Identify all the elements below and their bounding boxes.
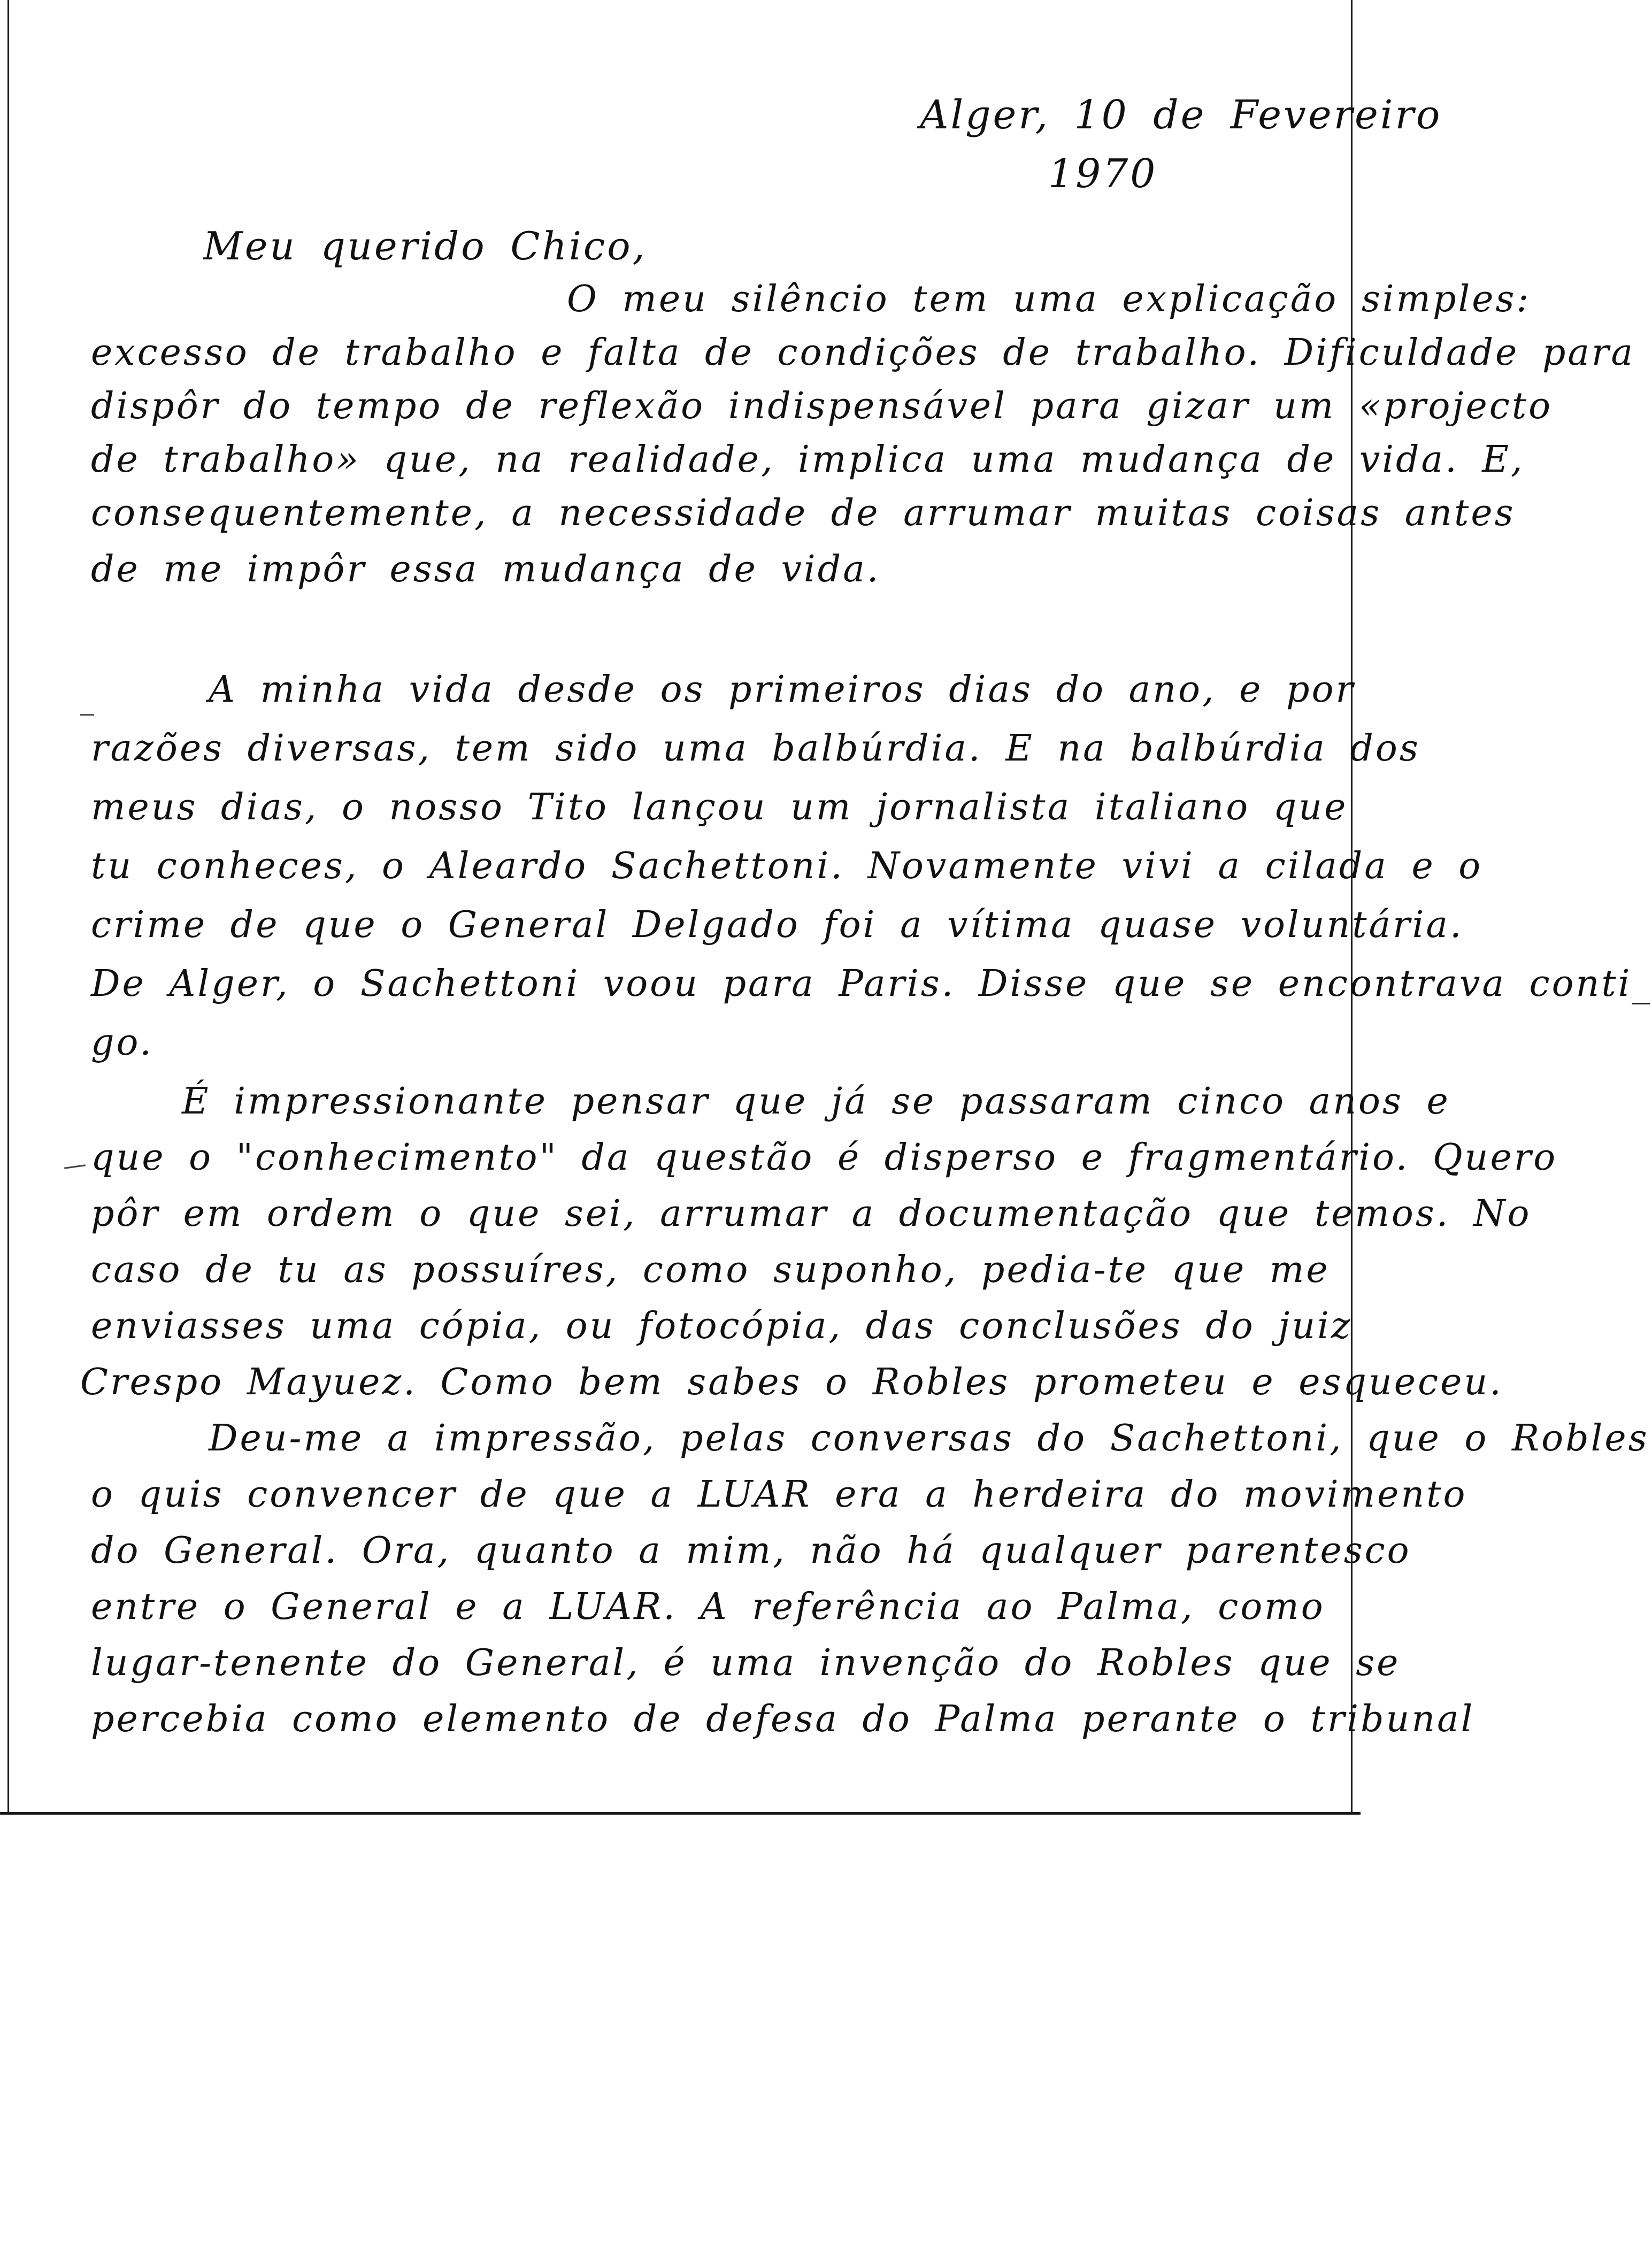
- letter-line: excesso de trabalho e falta de condições de trabalho. Dificuldade para: [91, 332, 1635, 374]
- letter-line: entre o General e a LUAR. A referência ao Palma, como: [91, 1586, 1325, 1628]
- letter-line: Deu-me a impressão, pelas conversas do Sachettoni, que o Robles: [209, 1417, 1649, 1460]
- page-bottom-edge: [0, 1812, 1361, 1815]
- letter-year: 1970: [1048, 151, 1158, 197]
- letter-line: lugar-tenente do General, é uma invenção do Robles que se: [91, 1642, 1401, 1684]
- letter-line: É impressionante pensar que já se passaram cinco anos e: [182, 1080, 1450, 1123]
- letter-line: tu conheces, o Aleardo Sachettoni. Novamente vivi a cilada e o: [91, 845, 1483, 887]
- letter-line: meus dias, o nosso Tito lançou um jornalista italiano que: [91, 786, 1348, 828]
- letter-line: consequentemente, a necessidade de arrumar muitas coisas antes: [91, 492, 1516, 534]
- letter-line: caso de tu as possuíres, como suponho, pedia-te que me: [91, 1249, 1330, 1291]
- letter-line: do General. Ora, quanto a mim, não há qualquer parentesco: [91, 1530, 1411, 1572]
- letter-line: razões diversas, tem sido uma balbúrdia. E na balbúrdia dos: [91, 727, 1420, 770]
- letter-line: de me impôr essa mudança de vida.: [91, 548, 881, 590]
- letter-line: percebia como elemento de defesa do Palma perante o tribunal: [91, 1698, 1475, 1740]
- letter-line: A minha vida desde os primeiros dias do ano, e por: [209, 669, 1356, 711]
- letter-line: crime de que o General Delgado foi a vítima quase voluntária.: [91, 904, 1464, 946]
- letter-line: pôr em ordem o que sei, arrumar a documentação que temos. No: [91, 1193, 1532, 1235]
- stray-pen-mark: [80, 714, 94, 716]
- margin-dash-mark: [64, 1164, 86, 1169]
- letter-line: enviasses uma cópia, ou fotocópia, das conclusões do juiz: [91, 1305, 1353, 1347]
- letter-line: O meu silêncio tem uma explicação simples:: [567, 278, 1531, 320]
- letter-line: o quis convencer de que a LUAR era a herdeira do movimento: [91, 1473, 1467, 1516]
- letter-line: Crespo Mayuez. Como bem sabes o Robles prometeu e esqueceu.: [80, 1361, 1503, 1403]
- letter-place-date: Alger, 10 de Fevereiro: [920, 92, 1442, 138]
- letter-line: de trabalho» que, na realidade, implica uma mudança de vida. E,: [91, 439, 1525, 481]
- letter-line: De Alger, o Sachettoni voou para Paris. Disse que se encontrava conti_: [91, 963, 1652, 1005]
- letter-line: go.: [91, 1022, 153, 1064]
- letter-salutation: Meu querido Chico,: [203, 224, 647, 268]
- letter-line: dispôr do tempo de reflexão indispensável para gizar um «projecto: [91, 385, 1553, 427]
- letter-line: que o "conhecimento" da questão é disperso e fragmentário. Quero: [91, 1137, 1558, 1179]
